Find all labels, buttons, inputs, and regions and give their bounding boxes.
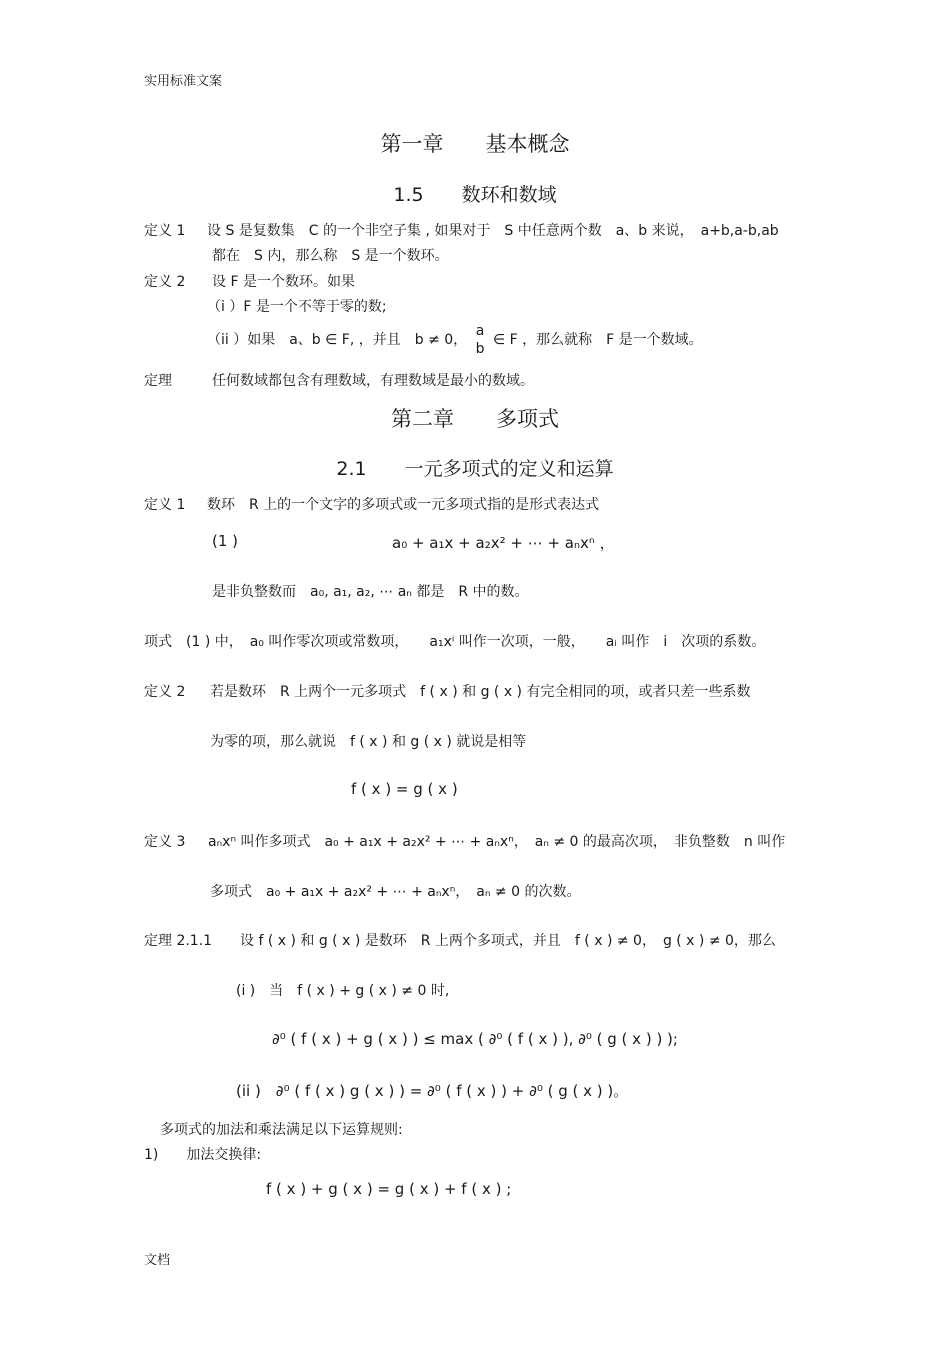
poly-def1-text: 数环 R 上的一个文字的多项式或一元多项式指的是形式表达式 — [207, 497, 600, 513]
section-1-5-title: 1.5 数环和数域 — [393, 184, 557, 206]
def1-line2: 都在 S 内，那么称 S 是一个数环。 — [212, 248, 449, 264]
poly-def3-line1: aₙxⁿ 叫作多项式 a₀ + a₁x + a₂x² + ⋯ + aₙxⁿ， aₙ ≠ 0 的最高次项， 非负整数 n 叫作 — [208, 834, 786, 850]
def2-item-ii-b: ∈ F ，那么就称 F 是一个数域。 — [492, 332, 703, 348]
fraction-a-over-b — [476, 322, 485, 358]
theorem-2-1-1-label: 定理 2.1.1 — [144, 933, 213, 949]
theorem-label: 定理 — [144, 373, 172, 389]
poly-def3-label: 定义 3 — [144, 834, 186, 850]
fraction-denominator: b — [475, 341, 485, 357]
def1-line1: 设 S 是复数集 C 的一个非空子集 , 如果对于 S 中任意两个数 a、b 来说， a+b,a-b,ab — [207, 223, 779, 239]
equation-number-1: (1 ) — [212, 532, 239, 550]
section-2-1-title: 2.1 一元多项式的定义和运算 — [336, 458, 614, 480]
def1-label: 定义 1 — [144, 223, 186, 239]
poly-def2-line1: 若是数环 R 上两个一元多项式 f ( x ) 和 g ( x ) 有完全相同的项，或者只差一些系数 — [210, 684, 751, 700]
def2-item-ii-a: （ii ）如果 a、b ∈ F, ，并且 b ≠ 0， — [207, 332, 468, 348]
chapter-1-title: 第一章 基本概念 — [380, 132, 570, 156]
rule-1-label: 1) 加法交换律: — [144, 1147, 262, 1163]
terms-paragraph: 项式 (1 ) 中， a₀ 叫作零次项或常数项， a₁xⁱ 叫作一次项，一般， aᵢ 叫作 i 次项的系数。 — [144, 634, 766, 650]
def2-line1: 设 F 是一个数环。如果 — [212, 274, 355, 290]
commutative-formula: f ( x ) + g ( x ) = g ( x ) + f ( x ) ; — [266, 1180, 512, 1198]
poly-def2-line2: 为零的项，那么就说 f ( x ) 和 g ( x ) 就说是相等 — [210, 734, 527, 750]
theorem-text: 任何数域都包含有理数域，有理数域是最小的数域。 — [212, 373, 534, 389]
poly-def1-after: 是非负整数而 a₀, a₁, a₂, ⋯ aₙ 都是 R 中的数。 — [212, 584, 529, 600]
def2-label: 定义 2 — [144, 274, 186, 290]
def2-item-i: （i ）F 是一个不等于零的数; — [207, 299, 387, 315]
chapter-2-title: 第二章 多项式 — [391, 407, 559, 431]
polynomial-formula: a₀ + a₁x + a₂x² + ⋯ + aₙxⁿ ， — [392, 534, 615, 552]
page-header: 实用标准文案 — [144, 74, 223, 89]
page-footer: 文档 — [144, 1253, 171, 1268]
fraction-numerator: a — [475, 323, 485, 339]
equality-formula: f ( x ) = g ( x ) — [351, 780, 458, 798]
poly-def1-label: 定义 1 — [144, 497, 186, 513]
poly-def3-line2: 多项式 a₀ + a₁x + a₂x² + ⋯ + aₙxⁿ， aₙ ≠ 0 的次数。 — [210, 884, 581, 900]
theorem-2-1-1-line1: 设 f ( x ) 和 g ( x ) 是数环 R 上两个多项式，并且 f ( x ) ≠ 0， g ( x ) ≠ 0，那么 — [240, 933, 776, 949]
theorem-item-ii: (ii ) ∂⁰ ( f ( x ) g ( x ) ) = ∂⁰ ( f ( x ) ) + ∂⁰ ( g ( x ) )。 — [236, 1082, 629, 1100]
poly-def2-label: 定义 2 — [144, 684, 186, 700]
rules-intro: 多项式的加法和乘法满足以下运算规则: — [160, 1122, 403, 1138]
def2-item-ii — [207, 322, 703, 358]
degree-sum-formula: ∂⁰ ( f ( x ) + g ( x ) ) ≤ max ( ∂⁰ ( f ( x ) ), ∂⁰ ( g ( x ) ) ); — [272, 1030, 678, 1048]
theorem-item-i: (i ) 当 f ( x ) + g ( x ) ≠ 0 时, — [236, 983, 450, 999]
